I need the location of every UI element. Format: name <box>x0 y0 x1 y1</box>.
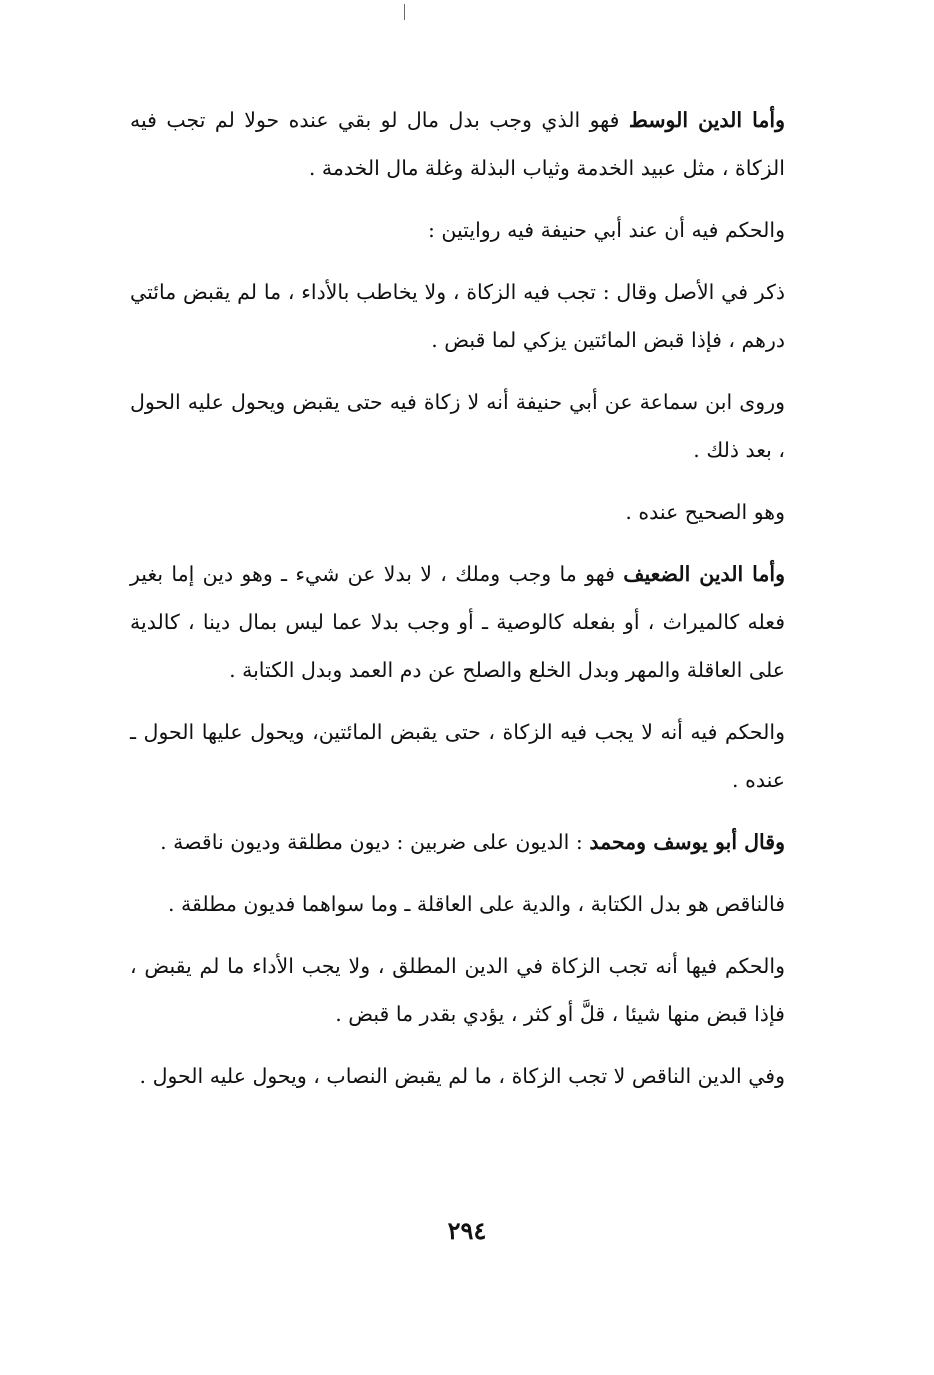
paragraph-text: والحكم فيها أنه تجب الزكاة في الدين المطلق ، ولا يجب الأداء ما لم يقبض ، فإذا قبض منها شيئا ، قلَّ أو كثر ، يؤدي بقدر ما قبض . <box>130 954 785 1026</box>
paragraph-text: فالناقص هو بدل الكتابة ، والدية على العاقلة ـ وما سواهما فديون مطلقة . <box>167 892 785 916</box>
paragraph-1 <box>130 96 785 192</box>
paragraph-10 <box>130 942 785 1038</box>
page-body <box>130 96 785 1114</box>
paragraph-2 <box>130 206 785 254</box>
paragraph-text: : الديون على ضربين : ديون مطلقة وديون ناقصة . <box>160 830 590 854</box>
paragraph-5 <box>130 488 785 536</box>
paragraph-4 <box>130 378 785 474</box>
paragraph-text: والحكم فيه أن عند أبي حنيفة فيه روايتين : <box>427 218 785 242</box>
paragraph-text: وهو الصحيح عنده . <box>625 500 785 524</box>
paragraph-9 <box>130 880 785 928</box>
paragraph-text: فهو الذي وجب بدل مال لو بقي عنده حولا لم تجب فيه الزكاة ، مثل عبيد الخدمة وثياب البذلة وغلة مال الخدمة . <box>130 108 785 180</box>
paragraph-3 <box>130 268 785 364</box>
paragraph-lead: وأما الدين الوسط <box>628 108 785 132</box>
top-margin-mark <box>404 4 405 20</box>
paragraph-lead: وأما الدين الضعيف <box>623 562 785 586</box>
paragraph-11 <box>130 1052 785 1100</box>
paragraph-text: وفي الدين الناقص لا تجب الزكاة ، ما لم يقبض النصاب ، ويحول عليه الحول . <box>139 1064 785 1088</box>
paragraph-6 <box>130 550 785 694</box>
paragraph-8 <box>130 818 785 866</box>
paragraph-7 <box>130 708 785 804</box>
page-number: ٢٩٤ <box>447 1216 487 1245</box>
paragraph-text: ذكر في الأصل وقال : تجب فيه الزكاة ، ولا يخاطب بالأداء ، ما لم يقبض مائتي درهم ، فإذا قبض المائتين يزكي لما قبض . <box>130 280 785 352</box>
paragraph-text: وروى ابن سماعة عن أبي حنيفة أنه لا زكاة فيه حتى يقبض ويحول عليه الحول ، بعد ذلك . <box>130 390 785 462</box>
paragraph-text: فهو ما وجب وملك ، لا بدلا عن شيء ـ وهو دين إما بغير فعله كالميراث ، أو بفعله كالوصية ـ أو وجب بدلا عما ليس بمال دينا ، كالدية على العاقلة والمهر وبدل الخلع والصلح عن دم العمد وبدل الكتابة . <box>130 562 785 682</box>
paragraph-lead: وقال أبو يوسف ومحمد <box>589 830 785 854</box>
paragraph-text: والحكم فيه أنه لا يجب فيه الزكاة ، حتى يقبض المائتين، ويحول عليها الحول ـ عنده . <box>130 720 785 792</box>
